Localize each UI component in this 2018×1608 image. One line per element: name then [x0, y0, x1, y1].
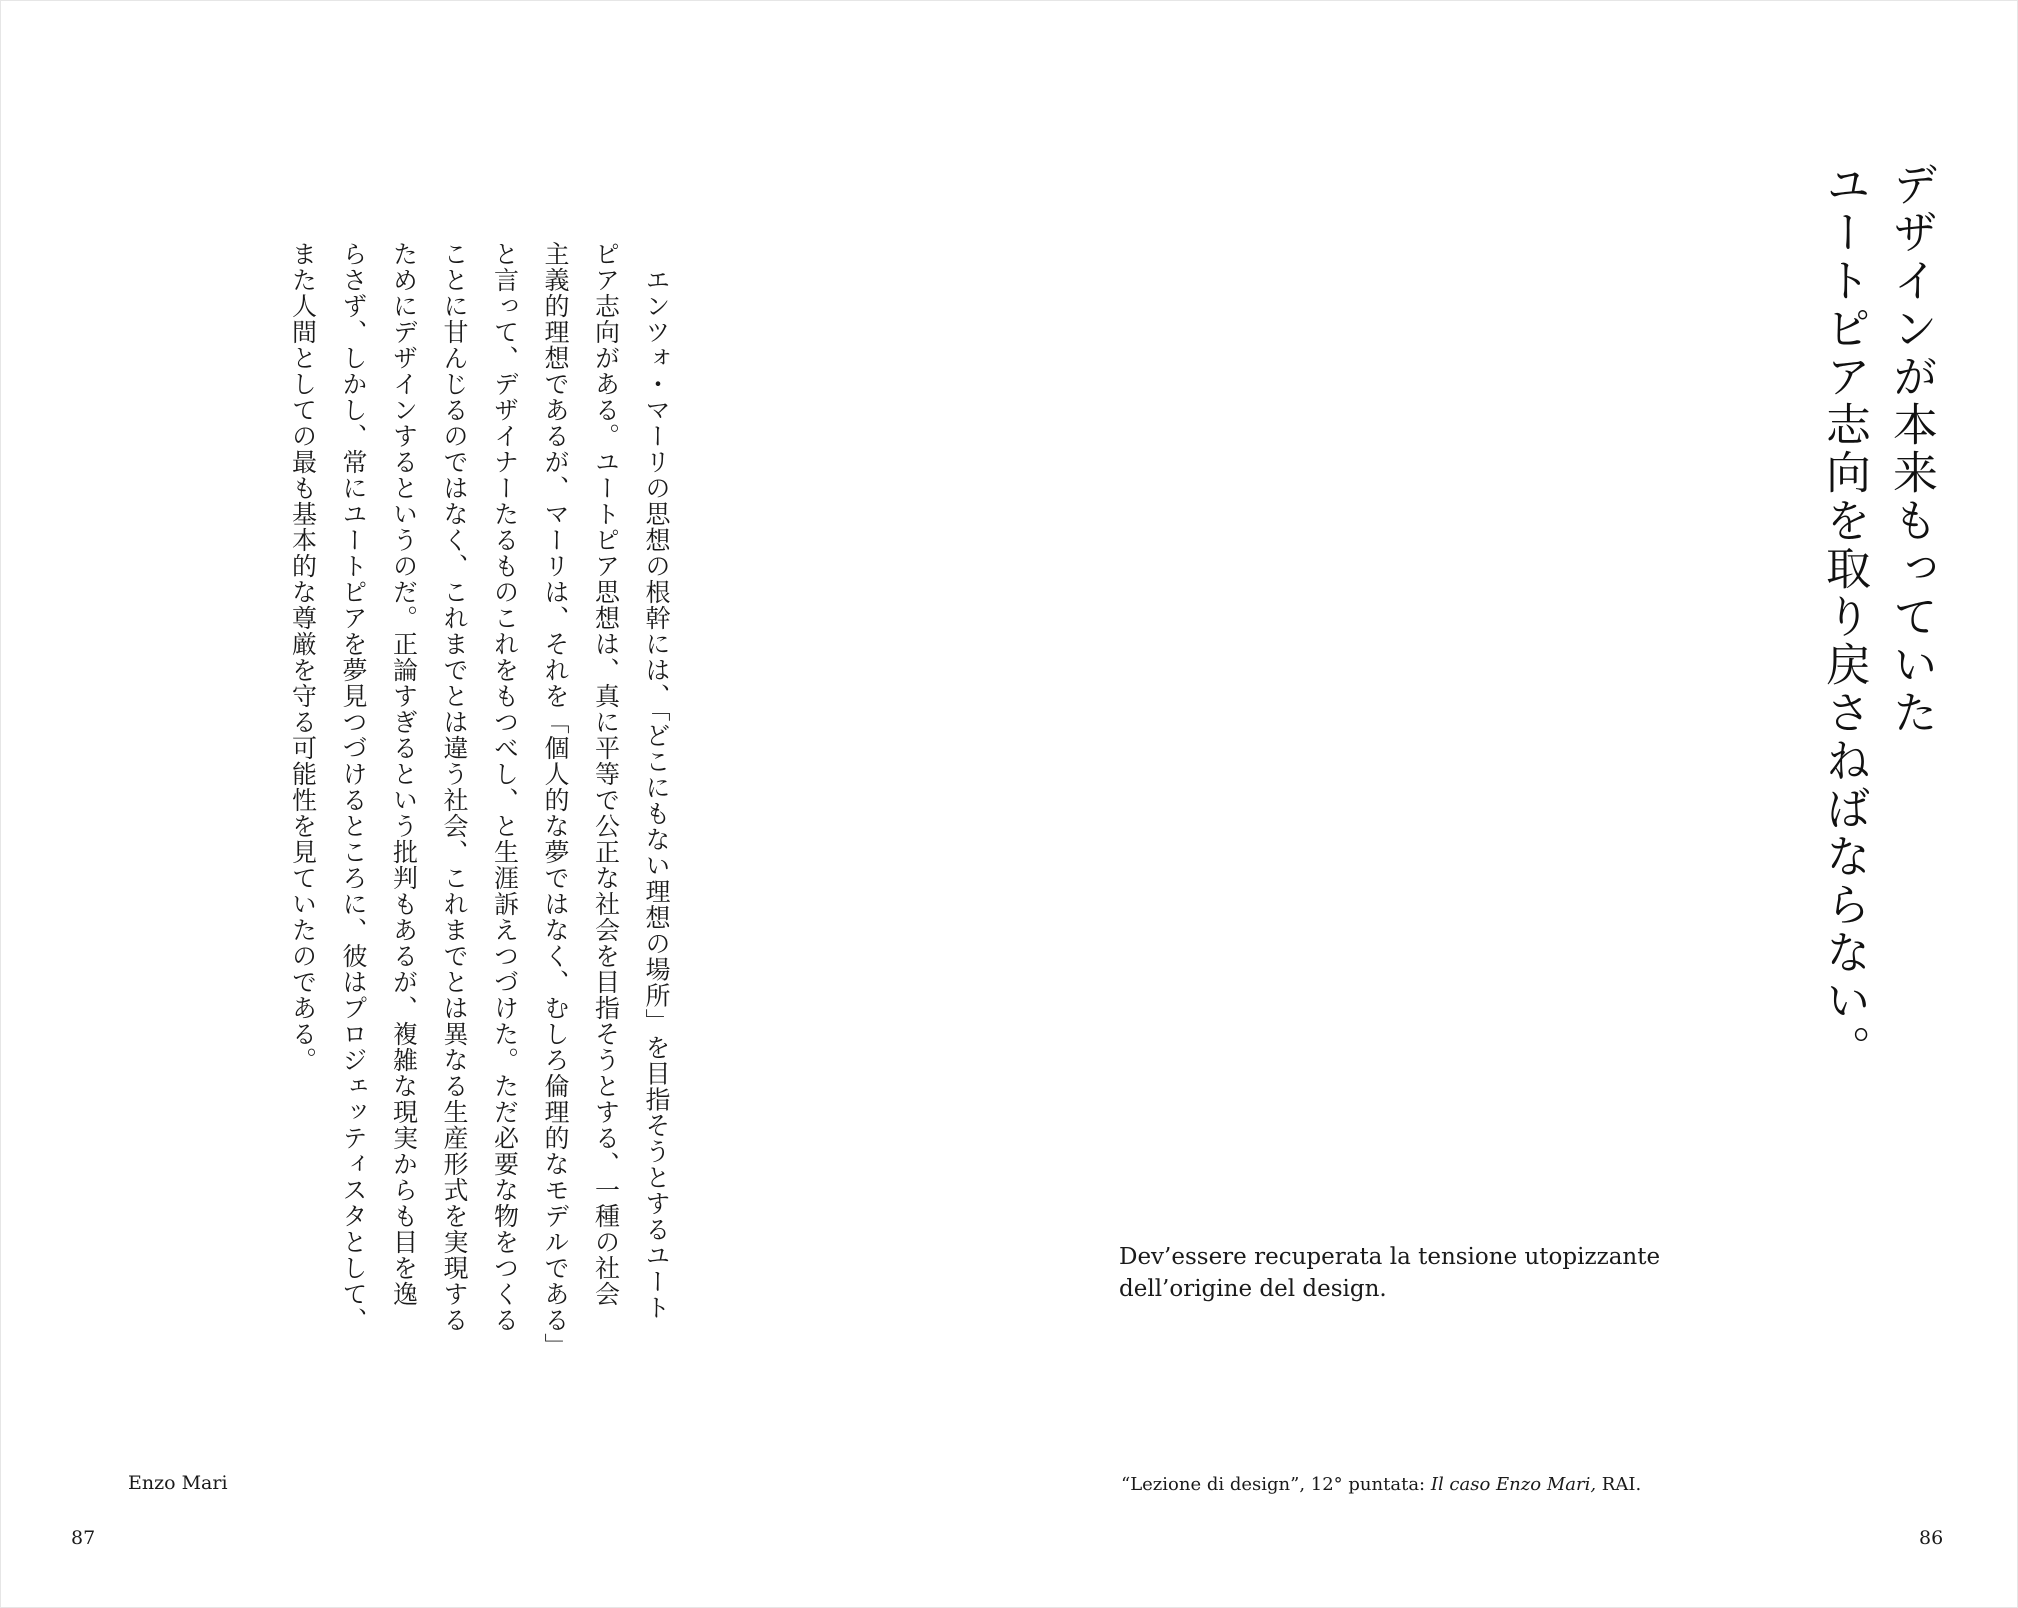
body-column-6: ためにデザインするというのだ。正論すぎるという批判もあるが、複雑な現実からも目を逸: [389, 241, 419, 1307]
italian-quote: [1119, 1241, 1679, 1305]
page-number-left: 87: [71, 1527, 96, 1549]
body-column-8: また人間としての最も基本的な尊厳を守る可能性を見ていたのである。: [288, 241, 318, 1073]
body-text: [277, 241, 681, 1359]
source-suffix: RAI.: [1596, 1474, 1642, 1495]
quote-line-2: dell’origine del design.: [1119, 1276, 1387, 1302]
heading-line-2: ユートピア志向を取り戻さねばならない。: [1818, 161, 1871, 1073]
body-column-3: 主義的理想であるが、マーリは、それを「個人的な夢ではなく、むしろ倫理的なモデルである」: [541, 241, 570, 1359]
heading-line-1: デザインが本来もっていた: [1885, 161, 1938, 737]
source-prefix: “Lezione di design”, 12° puntata:: [1121, 1474, 1431, 1495]
body-column-5: ことに甘んじるのではなく、これまでとは違う社会、これまでとは異なる生産形式を実現する: [440, 241, 469, 1333]
body-column-2: ピア志向がある。ユートピア思想は、真に平等で公正な社会を目指そうとする、一種の社会: [591, 241, 621, 1307]
body-column-7: らさず、しかし、常にユートピアを夢見つづけるところに、彼はプロジェッティスタとして、: [339, 241, 368, 1333]
quote-line-1: Dev’essere recuperata la tensione utopizzante: [1119, 1244, 1661, 1270]
running-head: Enzo Mari: [128, 1472, 228, 1494]
source-citation: [1121, 1474, 1641, 1495]
page-heading: [1811, 161, 1945, 1073]
page-number-right: 86: [1919, 1527, 1944, 1549]
source-italic-title: Il caso Enzo Mari,: [1430, 1474, 1597, 1495]
body-column-4: と言って、デザイナーたるものこれをもつべし、と生涯訴えつづけた。ただ必要な物をつくる: [490, 241, 520, 1333]
body-column-1: エンツォ・マーリの思想の根幹には、「どこにもない理想の場所」を目指そうとするユート: [642, 267, 671, 1321]
